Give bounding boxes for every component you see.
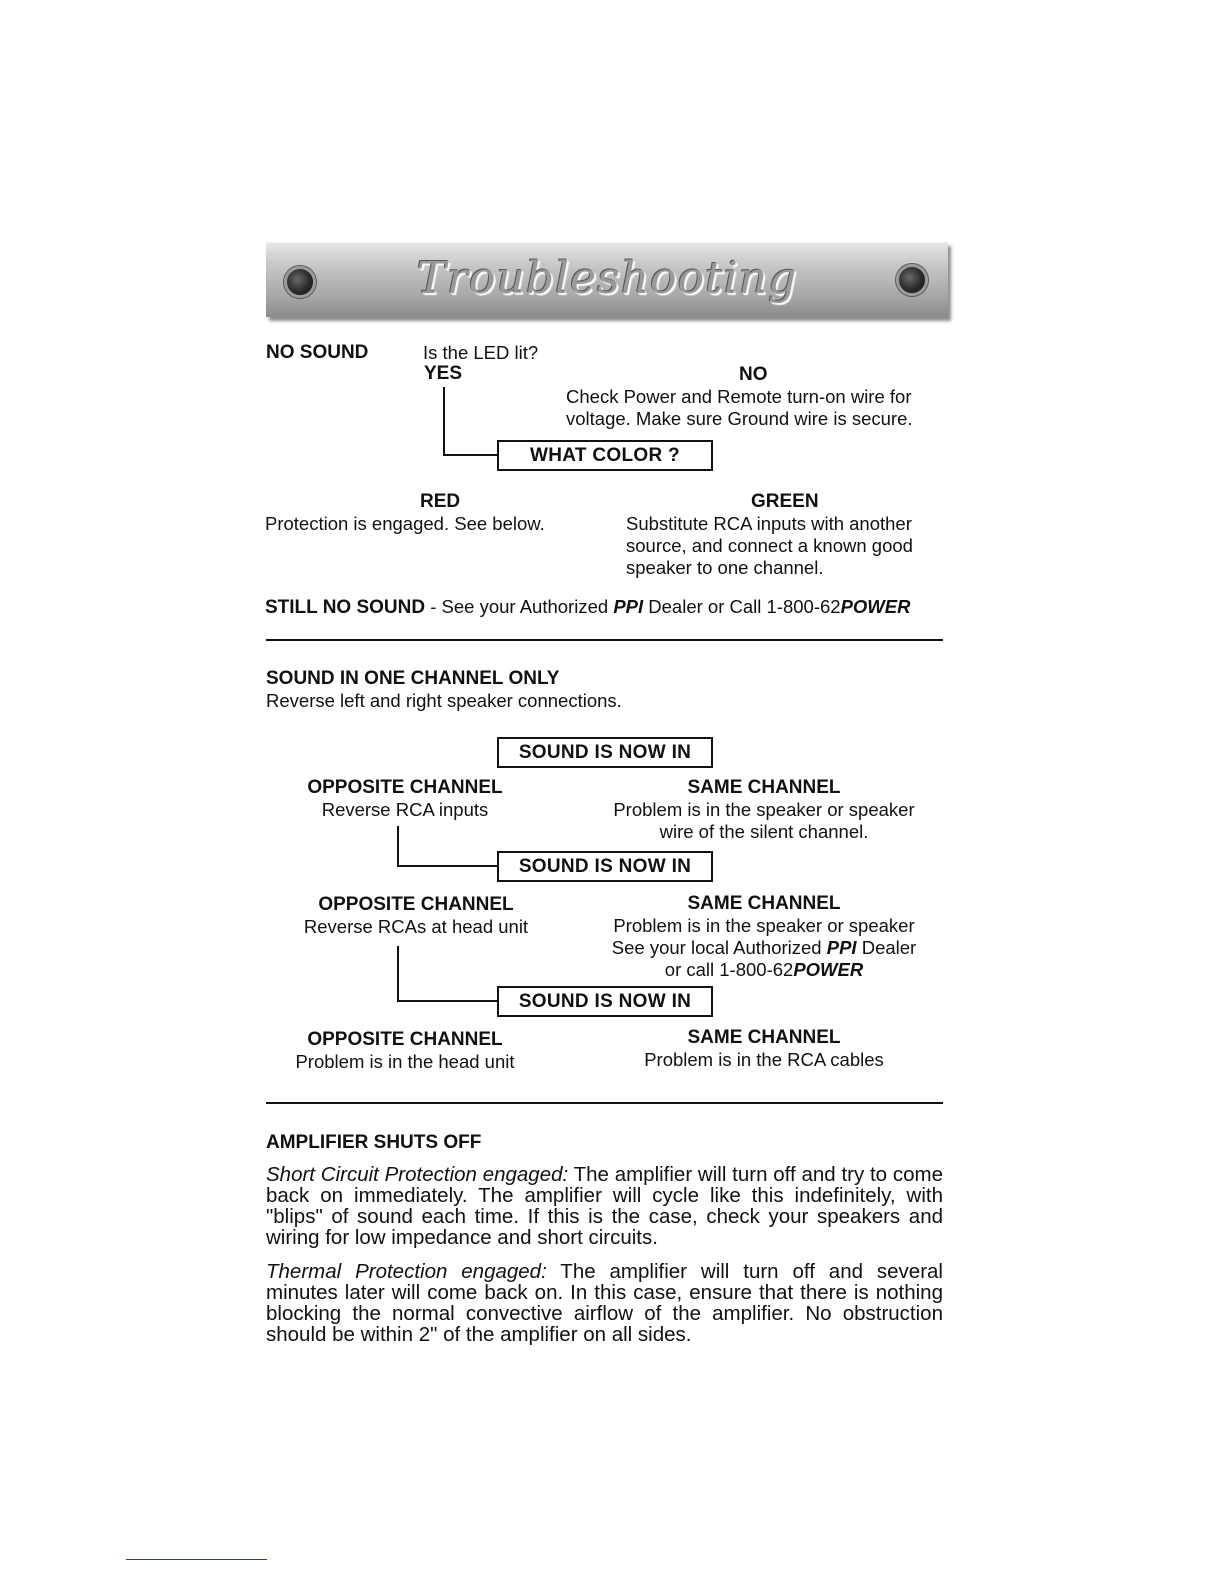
still-no-sound-text: - See your Authorized xyxy=(425,596,614,617)
opposite-channel-label: OPPOSITE CHANNEL xyxy=(307,1029,503,1050)
led-question: Is the LED lit? xyxy=(423,342,539,363)
same-channel-text: Problem is in the speaker or speaker xyxy=(613,915,915,936)
yes-label: YES xyxy=(424,363,463,384)
same-channel-text: wire of the silent channel. xyxy=(659,821,869,842)
flow-connector xyxy=(443,454,498,456)
green-text-line: source, and connect a known good xyxy=(626,535,913,556)
phone-word: POWER xyxy=(840,596,911,617)
thermal-text: The amplifier will turn off and several minutes later will come back on. In this case, ensure that there is nothing blocking the normal convective airflow of the amplifier. No obstruction should be within 2" of the amplifier on all sides. xyxy=(266,1260,943,1346)
flow-connector xyxy=(397,865,498,867)
no-text-line: voltage. Make sure Ground wire is secure. xyxy=(566,408,913,429)
no-sound-heading: NO SOUND xyxy=(266,342,369,363)
opposite-channel-text: Reverse RCAs at head unit xyxy=(303,916,529,937)
one-channel-heading: SOUND IN ONE CHANNEL ONLY xyxy=(266,668,560,689)
same-channel-label: SAME CHANNEL xyxy=(687,1027,841,1048)
sound-now-in-box: SOUND IS NOW IN xyxy=(497,737,713,768)
sound-now-in-box: SOUND IS NOW IN xyxy=(497,851,713,882)
same-channel-text-part: Dealer xyxy=(856,937,917,958)
same-channel-label: SAME CHANNEL xyxy=(687,893,841,914)
same-channel-text: Problem is in the speaker or speaker xyxy=(613,799,915,820)
opposite-channel-text: Reverse RCA inputs xyxy=(321,799,489,820)
same-channel-text xyxy=(594,959,934,981)
short-circuit-label: Short Circuit Protection engaged: xyxy=(266,1163,569,1186)
phone-word: POWER xyxy=(793,959,864,980)
still-no-sound-heading: STILL NO SOUND xyxy=(265,597,426,618)
section-divider xyxy=(266,1102,943,1104)
green-text-line: Substitute RCA inputs with another xyxy=(626,513,912,534)
same-channel-text xyxy=(594,937,934,959)
short-circuit-text: The amplifier will turn off and try to come back on immediately. The amplifier will cycle like this indefinitely, with "blips" of sound each time. If this is the case, check your speakers and wiring for low impedance and short circuits. xyxy=(266,1163,943,1249)
opposite-channel-label: OPPOSITE CHANNEL xyxy=(318,894,514,915)
green-text-line: speaker to one channel. xyxy=(626,557,824,578)
red-label: RED xyxy=(420,491,461,512)
same-channel-label: SAME CHANNEL xyxy=(687,777,841,798)
shuts-off-heading: AMPLIFIER SHUTS OFF xyxy=(266,1132,482,1153)
brand-name: PPI xyxy=(826,937,857,958)
short-circuit-paragraph xyxy=(266,1164,943,1248)
flow-connector xyxy=(397,826,399,866)
no-text-line: Check Power and Remote turn-on wire for xyxy=(566,386,912,407)
one-channel-text: Reverse left and right speaker connections. xyxy=(266,690,622,711)
screw-icon xyxy=(896,264,928,296)
green-label: GREEN xyxy=(751,491,819,512)
flow-connector xyxy=(443,387,445,455)
flow-connector xyxy=(397,1000,498,1002)
opposite-channel-text: Problem is in the head unit xyxy=(295,1051,515,1072)
thermal-label: Thermal Protection engaged: xyxy=(266,1260,547,1283)
still-no-sound-line xyxy=(265,596,910,619)
no-label: NO xyxy=(739,364,768,385)
brand-name: PPI xyxy=(613,596,644,617)
section-divider xyxy=(266,639,943,641)
page-title: Troubleshooting xyxy=(416,253,798,304)
same-channel-text-part: See your local Authorized xyxy=(611,937,827,958)
footer-rule xyxy=(126,1559,267,1560)
red-text: Protection is engaged. See below. xyxy=(265,513,545,534)
still-no-sound-text: Dealer or Call 1-800-62 xyxy=(643,596,841,617)
what-color-box: WHAT COLOR ? xyxy=(497,440,713,471)
thermal-paragraph xyxy=(266,1261,943,1345)
same-channel-text: Problem is in the RCA cables xyxy=(644,1049,884,1070)
troubleshooting-banner xyxy=(266,242,948,317)
flow-connector xyxy=(397,946,399,1001)
sound-now-in-box: SOUND IS NOW IN xyxy=(497,986,713,1017)
same-channel-text-part: or call 1-800-62 xyxy=(664,959,794,980)
opposite-channel-label: OPPOSITE CHANNEL xyxy=(307,777,503,798)
